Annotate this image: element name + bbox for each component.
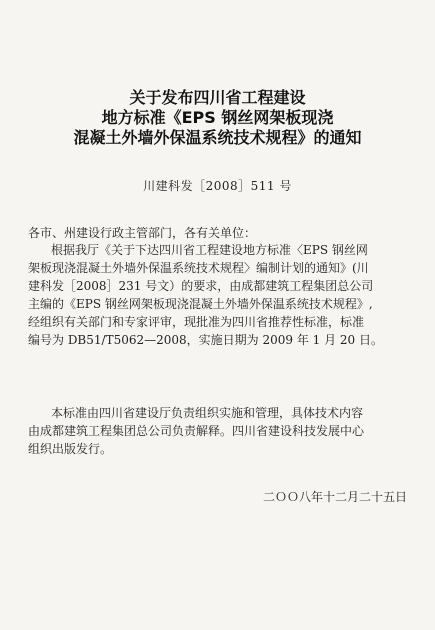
paragraph-line: 主编的《EPS 钢丝网架板现浇混凝土外墙外保温系统技术规程》, — [28, 297, 373, 311]
paragraph-line: 经组织有关部门和专家评审，现批准为四川省推荐性标准，标准 — [28, 315, 365, 329]
paragraph-line: 架板现浇混凝土外墙外保温系统技术规程〉编制计划的通知》(川 — [28, 261, 369, 275]
paragraph-line: 编号为 DB51/T5062—2008，实施日期为 2009 年 1 月 20 日。 — [28, 333, 383, 347]
paragraph-line: 本标准由四川省建设厅负责组织实施和管理，具体技术内容 — [51, 406, 364, 420]
addressee: 各市、州建设行政主管部门，各有关单位： — [28, 226, 257, 240]
issue-date: 二ＯＯ八年十二月二十五日 — [262, 490, 407, 504]
paragraph-line: 根据我厅《关于下达四川省工程建设地方标准〈EPS 钢丝网 — [51, 243, 368, 257]
title-line-1: 关于发布四川省工程建设 — [129, 88, 306, 107]
body-paragraph-1 — [28, 241, 408, 349]
title-line-2: 地方标准《EPS 钢丝网架板现浇 — [101, 108, 334, 127]
paragraph-line: 由成都建筑工程集团总公司负责解释。四川省建设科技发展中心 — [28, 424, 365, 438]
notice-title — [20, 88, 415, 148]
body-paragraph-2 — [28, 404, 408, 458]
document-number: 川建科发［2008］511 号 — [143, 179, 292, 193]
paragraph-line: 建科发［2008］231 号文）的要求，由成都建筑工程集团总公司 — [28, 279, 374, 293]
title-line-3: 混凝土外墙外保温系统技术规程》的通知 — [73, 128, 362, 147]
paragraph-line: 组织出版发行。 — [28, 442, 113, 456]
